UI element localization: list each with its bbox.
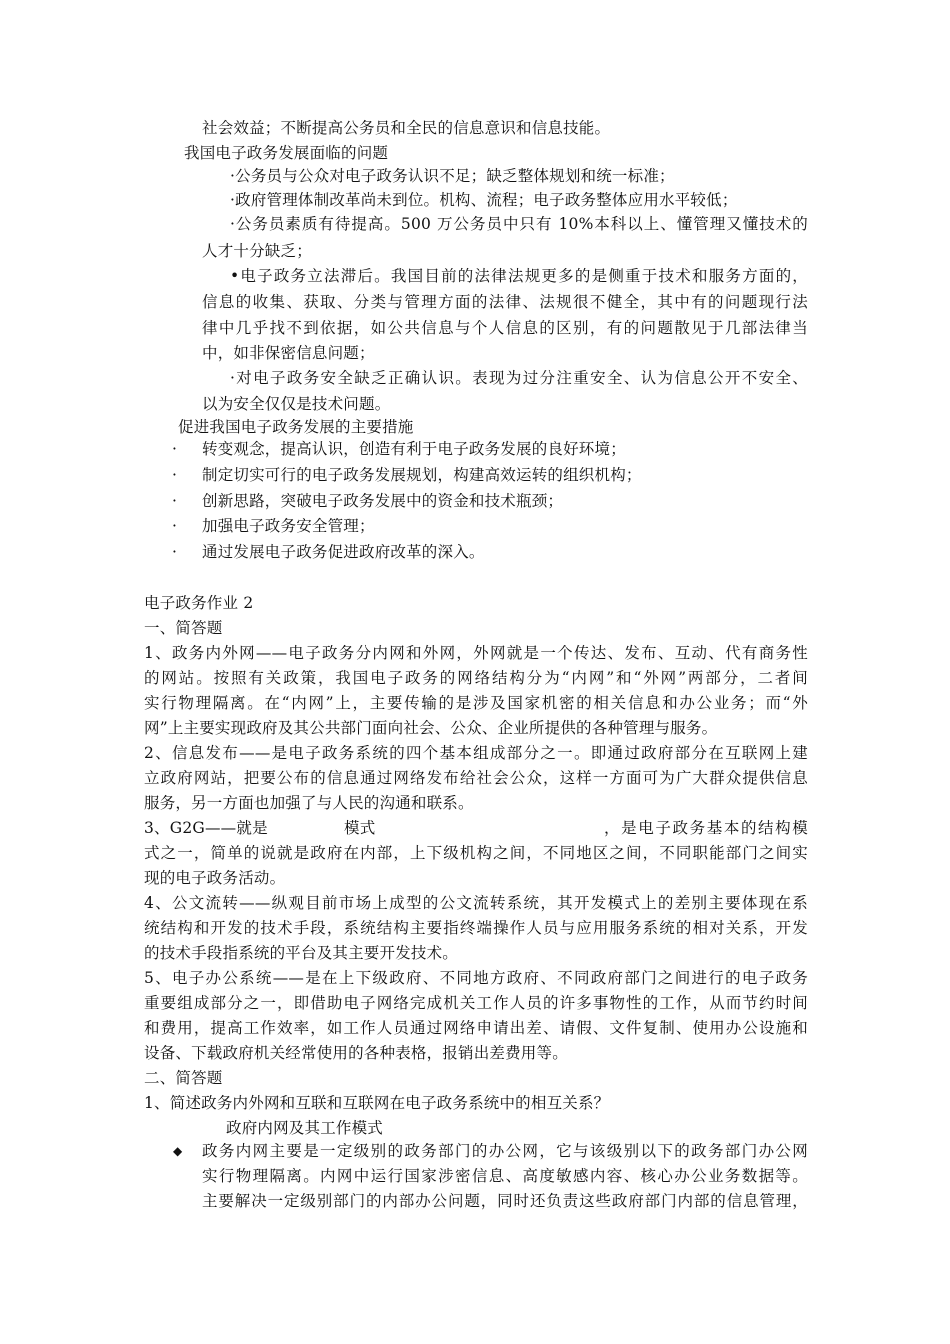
measure-item: 通过发展电子政务促进政府改革的深入。 bbox=[202, 543, 485, 561]
problems-heading: 我国电子政务发展面临的问题 bbox=[184, 144, 389, 162]
problem-item: ·公务员素质有待提高。500 万公务员中只有 10%本科以上、懂管理又懂技术的 bbox=[230, 215, 808, 233]
problem-item-continued: 信息的收集、获取、分类与管理方面的法律、法规很不健全，其中有的问题现行法 bbox=[202, 293, 808, 311]
subheading: 政府内网及其工作模式 bbox=[226, 1119, 384, 1137]
answer-line: 实行物理隔离。内网中运行国家涉密信息、高度敏感内容、核心办公业务数据等。 bbox=[202, 1167, 808, 1185]
answer-line: 和费用，提高工作效率，如工作人员通过网络申请出差、请假、文件复制、使用办公设施和 bbox=[144, 1019, 808, 1037]
answer-line: 政务内网主要是一定级别的政务部门的办公网，它与该级别以下的政务部门办公网 bbox=[202, 1142, 808, 1160]
text-line: 社会效益；不断提高公务员和全民的信息意识和信息技能。 bbox=[202, 119, 611, 137]
problem-item: ·对电子政务安全缺乏正确认识。表现为过分注重安全、认为信息公开不安全、 bbox=[230, 369, 808, 387]
section-heading: 二、简答题 bbox=[144, 1069, 223, 1087]
answer-line: 统结构和开发的技术手段，系统结构主要指终端操作人员与应用服务系统的相对关系，开发 bbox=[144, 919, 808, 937]
answer-line: 服务，另一方面也加强了与人民的沟通和联系。 bbox=[144, 794, 474, 812]
answer-line: ，是电子政务基本的结构模 bbox=[604, 819, 808, 837]
answer-line: 模式 bbox=[344, 819, 376, 837]
bullet-icon: · bbox=[172, 466, 177, 484]
answer-line: 1、政务内外网——电子政务分内网和外网，外网就是一个传达、发布、互动、代有商务性 bbox=[144, 644, 808, 662]
bullet-icon: · bbox=[172, 517, 177, 535]
answer-line: 现的电子政务活动。 bbox=[144, 869, 286, 887]
problem-item-continued: 人才十分缺乏； bbox=[202, 242, 312, 260]
answer-line: 实行物理隔离。在“内网”上，主要传输的是涉及国家机密的相关信息和办公业务；而“外 bbox=[144, 694, 808, 712]
measure-item: 创新思路，突破电子政务发展中的资金和技术瓶颈； bbox=[202, 492, 564, 510]
answer-line: 的网站。按照有关政策，我国电子政务的网络结构分为“内网”和“外网”两部分，二者间 bbox=[144, 669, 808, 687]
measures-heading: 促进我国电子政务发展的主要措施 bbox=[178, 418, 414, 436]
answer-line: 3、G2G——就是 bbox=[144, 819, 268, 837]
answer-line: 重要组成部分之一，即借助电子网络完成机关工作人员的许多事物性的工作，从而节约时间 bbox=[144, 994, 808, 1012]
answer-line: 2、信息发布——是电子政务系统的四个基本组成部分之一。即通过政府部分在互联网上建 bbox=[144, 744, 808, 762]
answer-line: 5、电子办公系统——是在上下级政府、不同地方政府、不同政府部门之间进行的电子政务 bbox=[144, 969, 808, 987]
measure-item: 制定切实可行的电子政务发展规划，构建高效运转的组织机构； bbox=[202, 466, 642, 484]
measure-item: 加强电子政务安全管理； bbox=[202, 517, 375, 535]
answer-line: 主要解决一定级别部门的内部办公问题，同时还负责这些政府部门内部的信息管理， bbox=[202, 1192, 808, 1210]
problem-item: ·政府管理体制改革尚未到位。机构、流程；电子政务整体应用水平较低； bbox=[230, 191, 738, 209]
problem-item-continued: 律中几乎找不到依据，如公共信息与个人信息的区别，有的问题散见于几部法律当 bbox=[202, 319, 808, 337]
answer-line: 立政府网站，把要公布的信息通过网络发布给社会公众，这样一方面可为广大群众提供信息 bbox=[144, 769, 808, 787]
bullet-icon: · bbox=[172, 440, 177, 458]
problem-item-continued: 中，如非保密信息问题； bbox=[202, 344, 375, 362]
question-line: 1、简述政务内外网和互联和互联网在电子政务系统中的相互关系？ bbox=[144, 1094, 610, 1112]
bullet-icon: · bbox=[172, 543, 177, 561]
bullet-icon: · bbox=[172, 492, 177, 510]
answer-line: 4、公文流转——纵观目前市场上成型的公文流转系统，其开发模式上的差别主要体现在系 bbox=[144, 894, 808, 912]
answer-line: 式之一，简单的说就是政府在内部，上下级机构之间，不同地区之间，不同职能部门之间实 bbox=[144, 844, 808, 862]
answer-line: 的技术手段指系统的平台及其主要开发技术。 bbox=[144, 944, 459, 962]
problem-item: ·公务员与公众对电子政务认识不足；缺乏整体规划和统一标准； bbox=[230, 167, 675, 185]
problem-item: •电子政务立法滞后。我国目前的法律法规更多的是侧重于技术和服务方面的， bbox=[230, 267, 808, 285]
measure-item: 转变观念，提高认识，创造有利于电子政务发展的良好环境； bbox=[202, 440, 626, 458]
answer-line: 网”上主要实现政府及其公共部门面向社会、公众、企业所提供的各种管理与服务。 bbox=[144, 719, 718, 737]
assignment-title: 电子政务作业 2 bbox=[144, 594, 254, 612]
diamond-bullet-icon: ◆ bbox=[173, 1144, 183, 1158]
problem-item-continued: 以为安全仅仅是技术问题。 bbox=[202, 395, 391, 413]
answer-line: 设备、下载政府机关经常使用的各种表格，报销出差费用等。 bbox=[144, 1044, 568, 1062]
section-heading: 一、简答题 bbox=[144, 619, 223, 637]
